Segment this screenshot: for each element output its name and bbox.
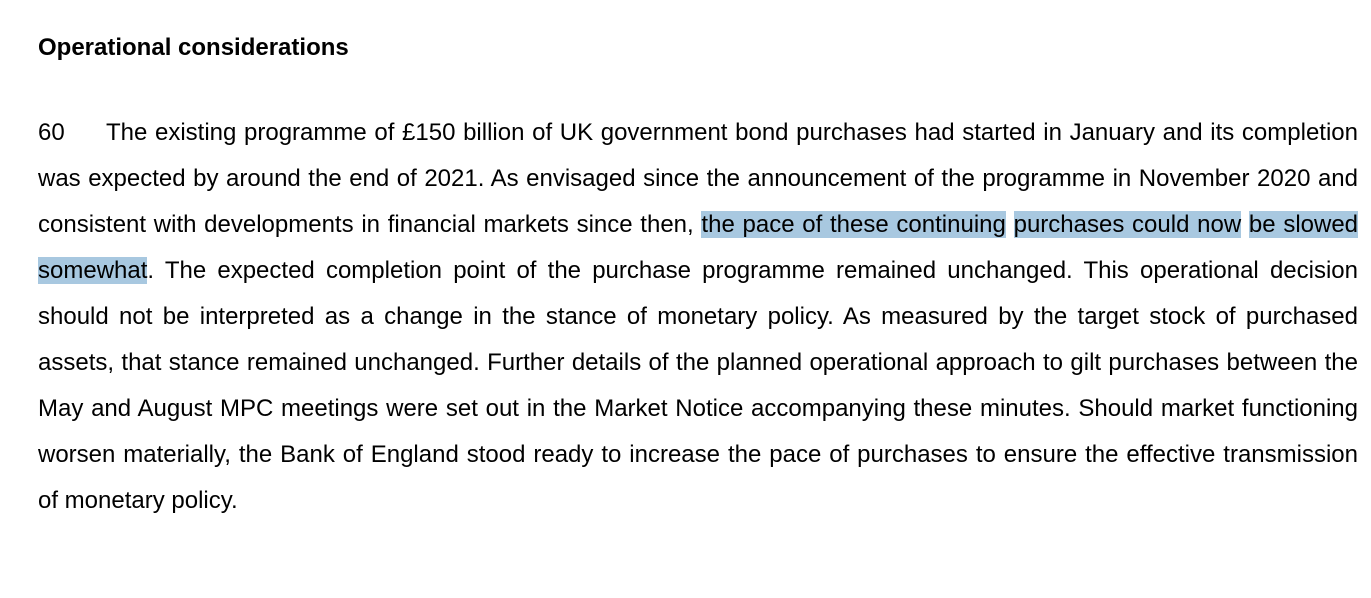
selected-text-3[interactable]: be slowed [1248, 211, 1359, 238]
paragraph-60[interactable] [38, 110, 1358, 524]
paragraph-text-before: The existing programme of £150 billion of UK government bond purchases had started in January and its completion was expected by around the end of 2021. As envisaged since the announcement of the programme in November 2020 and consistent with developments in financial markets since then, [38, 119, 1358, 238]
selected-text-4[interactable]: somewhat [38, 257, 148, 284]
paragraph-text-after: . The expected completion point of the purchase programme remained unchanged. This operational decision should not be interpreted as a change in the stance of monetary policy. As measured by the target stock of purchased assets, that stance remained unchanged. Further details of the planned operational approach to gilt purchases between the May and August MPC meetings were set out in the Market Notice accompanying these minutes. Should market functioning worsen materially, the Bank of England stood ready to increase the pace of purchases to ensure the effective transmission of monetary policy. [38, 257, 1358, 514]
section-heading: Operational considerations [38, 34, 349, 61]
selected-text-2[interactable]: purchases could now [1013, 211, 1242, 238]
paragraph-number: 60 [38, 119, 65, 146]
document-body [38, 30, 1358, 548]
selected-text-1[interactable]: the pace of these continuing [701, 211, 1006, 238]
